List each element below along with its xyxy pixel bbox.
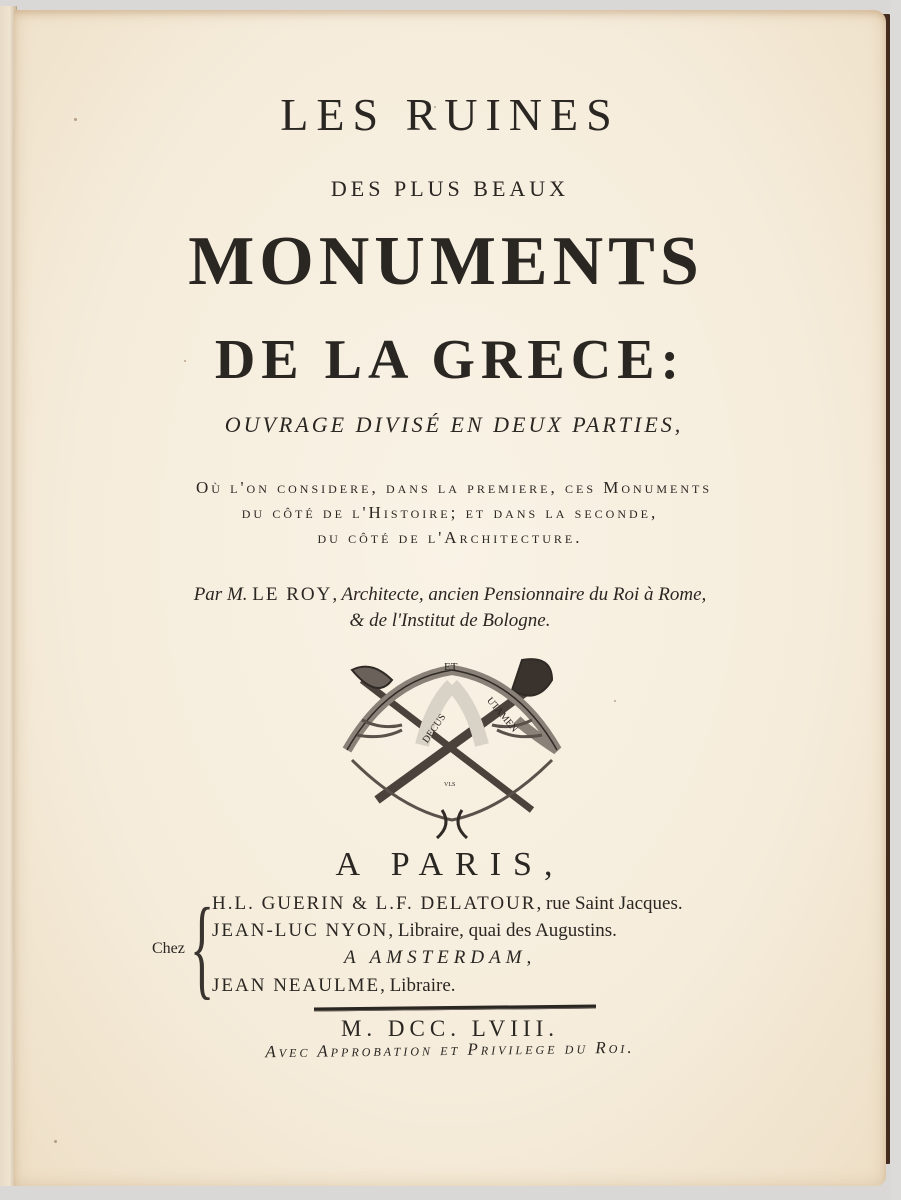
description-line-1: Où l'on considere, dans la premiere, ces Monuments [195,478,713,497]
author-prefix: Par M. [193,584,253,605]
svg-text:UTAMEN: UTAMEN [484,695,520,735]
printers-emblem-icon [332,640,572,840]
author-name: LE ROY [252,584,333,605]
svg-text:DECUS: DECUS [420,712,449,746]
publisher-line-2: JEAN-LUC NYON, Libraire, quai des Augustins. [212,920,617,941]
title-line-4: DE LA GRECE: [214,329,686,391]
chez-label: Chez [152,940,185,957]
author-line-2: & de l'Institut de Bologne. [349,610,551,631]
brace-icon: { [190,886,215,1010]
subtitle: OUVRAGE DIVISÉ EN DEUX PARTIES, [224,412,684,437]
publisher-line-1: H.L. GUERIN & L.F. DELATOUR, rue Saint Jacques. [212,893,683,914]
author-credentials: , Architecte, ancien Pensionnaire du Roi à Rome, [332,584,707,605]
description-line-2: du côté de l'Histoire; et dans la seconde, [241,503,659,522]
title-line-1: LES RUINES [280,89,620,140]
title-page [14,10,886,1186]
svg-text:VLS: VLS [444,782,456,788]
publisher-line-3: A AMSTERDAM, [344,947,537,968]
title-line-2: DES PLUS BEAUX [330,176,570,201]
description-line-3: du côté de l'Architecture. [317,528,583,547]
privilege-line: Avec Approbation et Privilege du Roi. [265,1037,635,1062]
author-line-1 [14,584,886,606]
title-line-3: MONUMENTS [188,223,704,300]
publisher-line-4: JEAN NEAULME, Libraire. [212,975,456,996]
background [890,0,901,1200]
svg-text:ET: ET [444,661,458,673]
imprint-city: A PARIS, [335,846,565,883]
divider-rule [314,1005,596,1012]
publication-year: M. DCC. LVIII. [340,1016,560,1041]
